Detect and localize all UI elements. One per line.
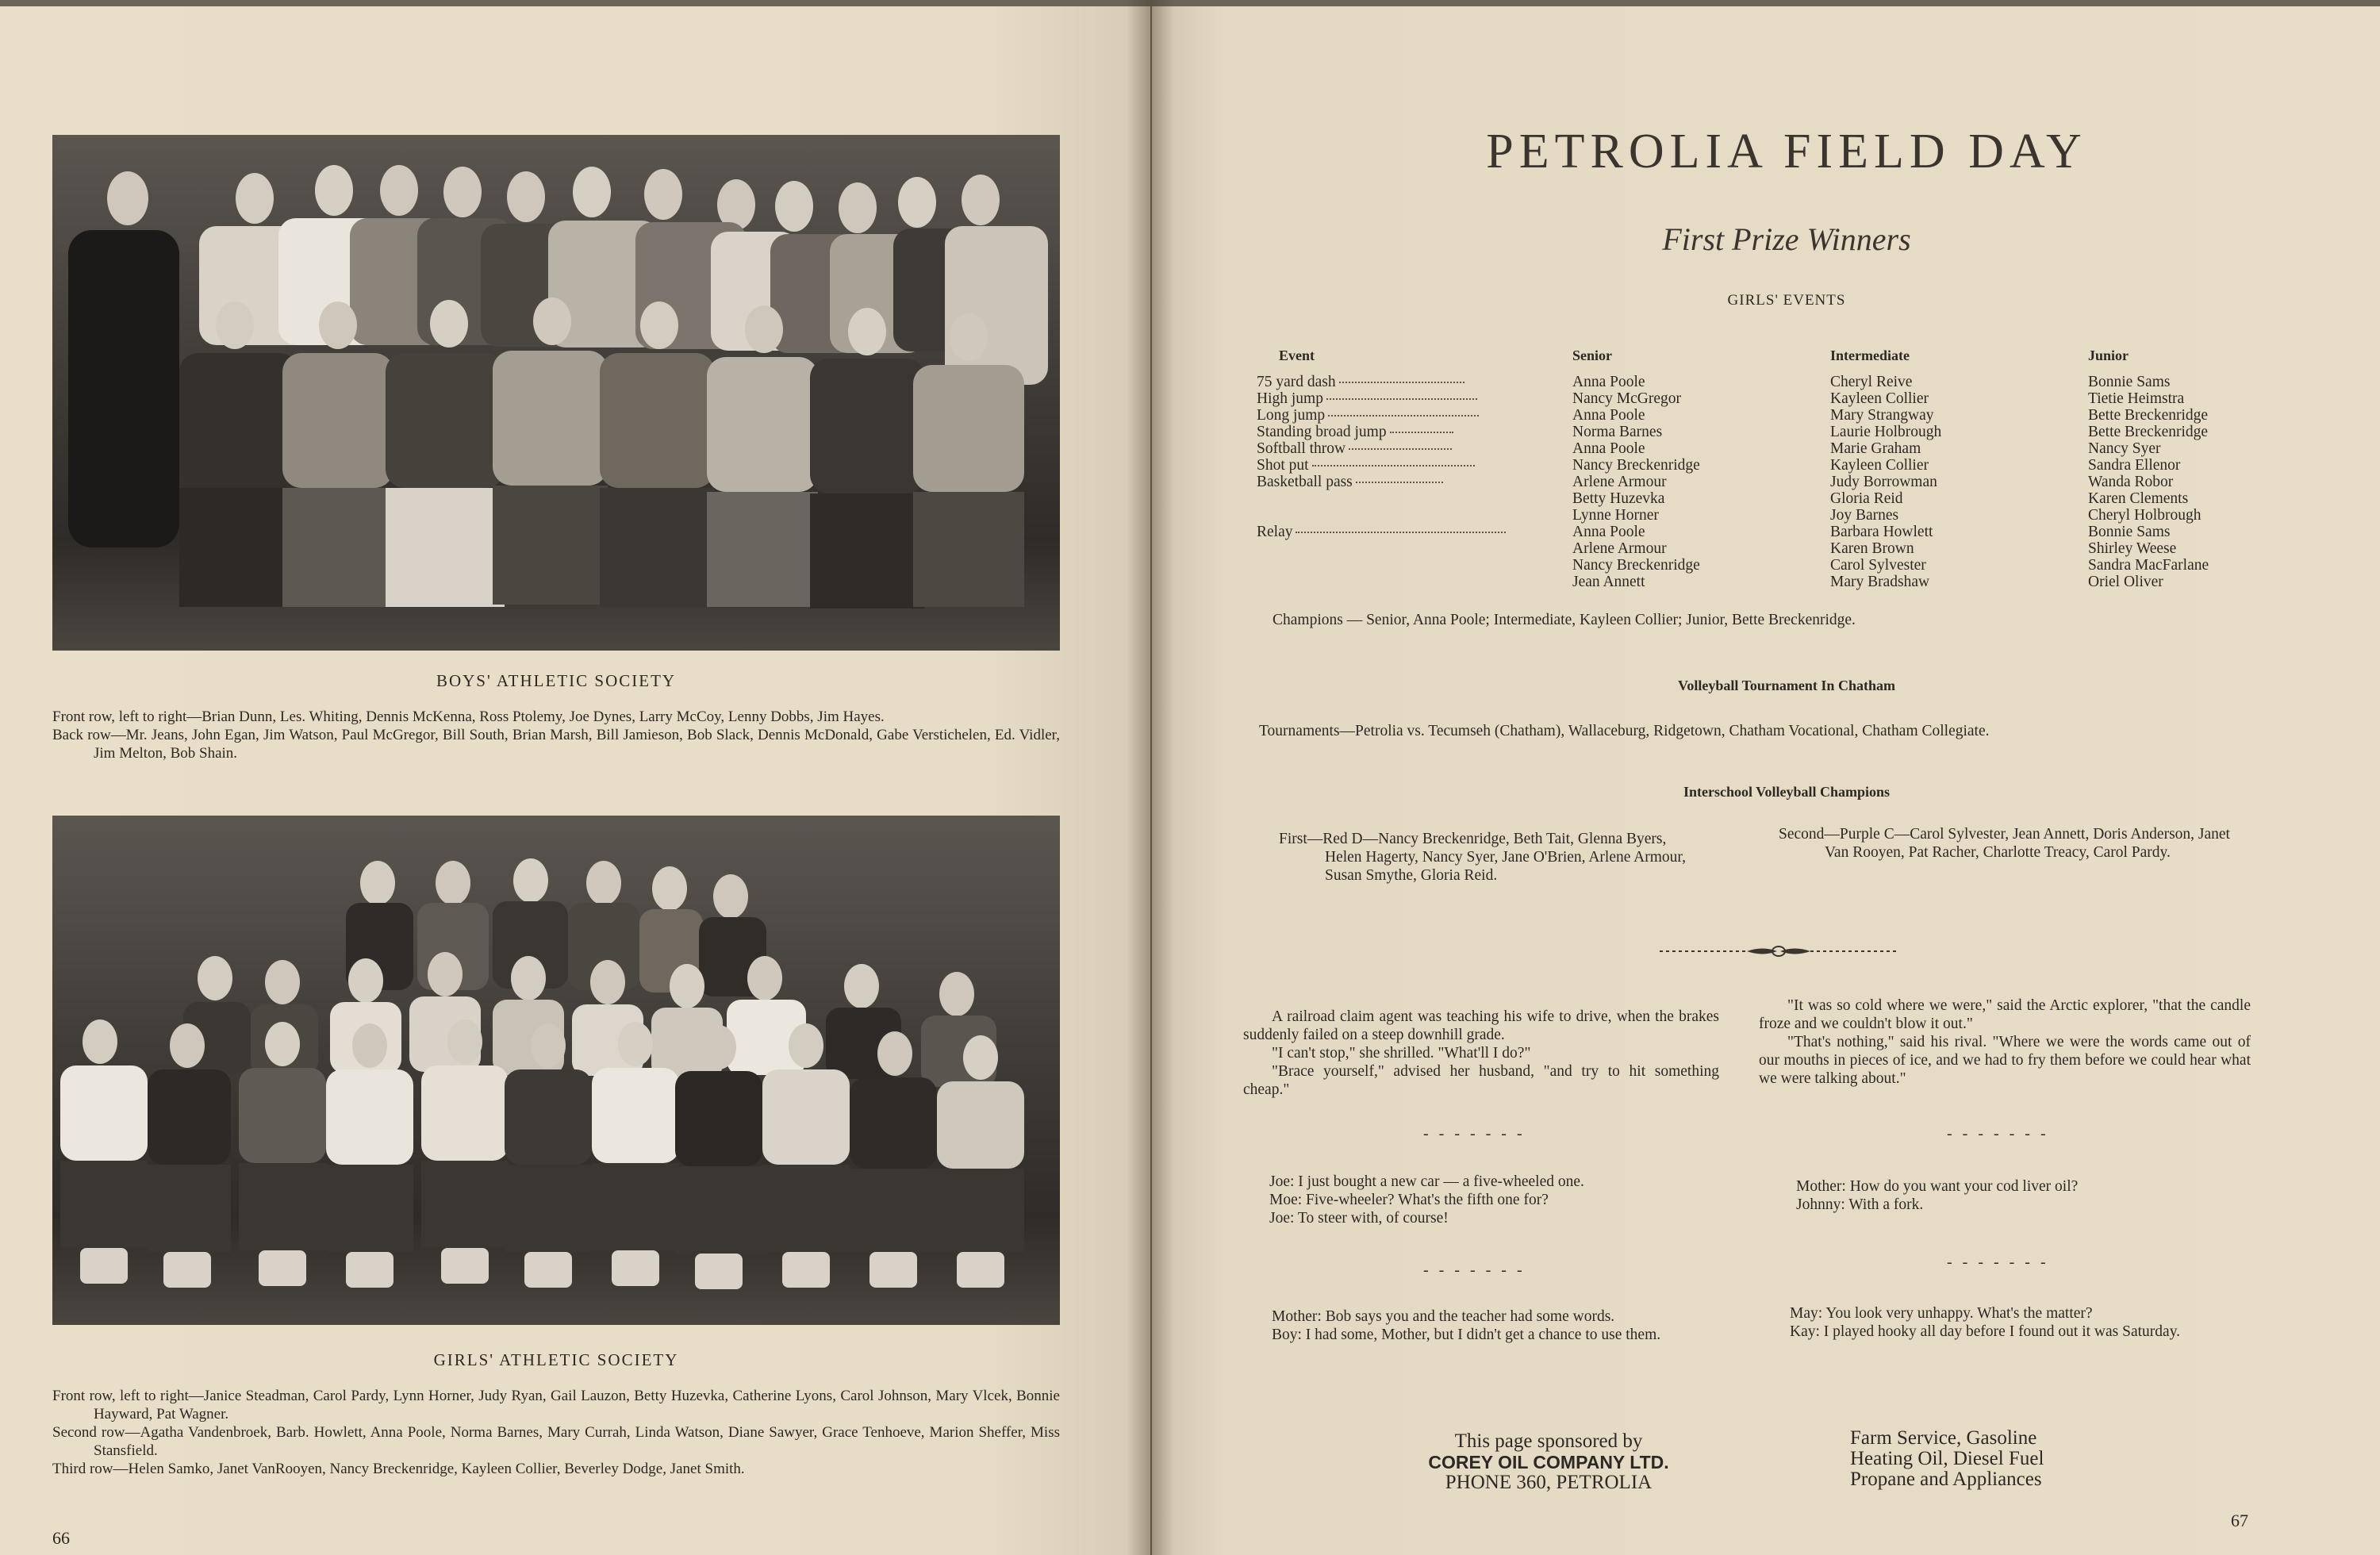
boys-back-row: Back row—Mr. Jeans, John Egan, Jim Watson, Paul McGregor, Bill South, Brian Marsh, Bill Jamieson, Bob Slack, Dennis McDonald, Gabe Verstichelen, Ed. Vidler, Jim Melton, Bob Shain. (52, 727, 1060, 762)
boys-photo-caption: BOYS' ATHLETIC SOCIETY (436, 671, 677, 690)
junior-header: Junior (2088, 347, 2129, 363)
separator: - - - - - - - (1423, 1125, 1526, 1142)
girls-athletic-society-photo (52, 816, 1060, 1325)
separator: - - - - - - - (1423, 1261, 1526, 1279)
senior-winner: Anna Poole (1572, 374, 1645, 390)
intermediate-winner: Gloria Reid (1830, 490, 1903, 507)
senior-winner: Lynne Horner (1572, 507, 1659, 524)
senior-winner: Arlene Armour (1572, 474, 1667, 490)
events-table (1257, 347, 2326, 590)
senior-winner: Anna Poole (1572, 440, 1645, 457)
tournaments-line: Tournaments—Petrolia vs. Tecumseh (Chatham), Wallaceburg, Ridgetown, Chatham Vocational, Chatham Collegiate. (1259, 723, 1990, 739)
event-header: Event (1279, 347, 1315, 363)
service-line: Farm Service, Gasoline (1850, 1427, 2037, 1449)
intermediate-winner: Judy Borrowman (1830, 474, 1937, 490)
event-name: Basketball pass (1257, 474, 1557, 490)
joke-arctic-explorer: "It was so cold where we were," said the Arctic explorer, "that the candle froze and we couldn't blow it out." "That's nothing," said his rival. "Where we were the words came out of our mouths in pieces of ice, and we had to fry them before we could hear what we were talking about." (1759, 997, 2251, 1087)
senior-winner: Betty Huzevka (1572, 490, 1665, 507)
junior-winner: Bonnie Sams (2088, 524, 2171, 540)
senior-winner: Anna Poole (1572, 407, 1645, 424)
champions-line: Champions — Senior, Anna Poole; Intermediate, Kayleen Collier; Junior, Bette Breckenridge. (1273, 612, 1856, 628)
junior-column (2072, 374, 2326, 590)
intermediate-winner: Marie Graham (1830, 440, 1921, 457)
junior-winner: Bonnie Sams (2088, 374, 2171, 390)
service-line: Propane and Appliances (1850, 1469, 2042, 1490)
joke-some-words: Mother: Bob says you and the teacher had some words. Boy: I had some, Mother, but I didn't get a chance to use them. (1272, 1308, 1661, 1343)
page-subtitle: First Prize Winners (1662, 221, 1911, 257)
girls-second-row: Second row—Agatha Vandenbroek, Barb. Howlett, Anna Poole, Norma Barnes, Mary Currah, Linda Watson, Diane Sawyer, Grace Tenhoeve, Marion Sheffer, Miss Stansfield. (52, 1424, 1060, 1459)
event-name: Long jump (1257, 407, 1557, 424)
separator: - - - - - - - (1947, 1254, 2049, 1271)
intermediate-winner: Karen Brown (1830, 540, 1914, 557)
event-name: High jump (1257, 390, 1557, 407)
ornament-divider-icon (1660, 939, 1898, 963)
event-name: Relay (1257, 524, 1557, 540)
girls-photo-names (52, 1387, 1060, 1478)
senior-column (1557, 374, 1814, 590)
girls-photo-caption: GIRLS' ATHLETIC SOCIETY (433, 1350, 679, 1369)
junior-winner: Sandra MacFarlane (2088, 557, 2209, 574)
joke-cod-liver-oil: Mother: How do you want your cod liver oil? Johnny: With a fork. (1796, 1178, 2079, 1213)
second-place-team: Second—Purple C—Carol Sylvester, Jean Annett, Doris Anderson, Janet Van Rooyen, Pat Racher, Charlotte Treacy, Carol Pardy. (1779, 826, 2230, 861)
intermediate-header: Intermediate (1830, 347, 1910, 363)
senior-winner: Nancy Breckenridge (1572, 457, 1700, 474)
senior-header: Senior (1572, 347, 1613, 363)
intermediate-winner: Kayleen Collier (1830, 457, 1929, 474)
page-number-right: 67 (2231, 1511, 2248, 1530)
separator: - - - - - - - (1947, 1125, 2049, 1142)
junior-winner: Wanda Robor (2088, 474, 2174, 490)
book-gutter (1127, 0, 1174, 1555)
intermediate-winner: Joy Barnes (1830, 507, 1899, 524)
intermediate-column (1814, 374, 2072, 590)
intermediate-winner: Mary Strangway (1830, 407, 1934, 424)
event-name: 75 yard dash (1257, 374, 1557, 390)
girls-events-heading: GIRLS' EVENTS (1727, 292, 1846, 309)
event-name: Shot put (1257, 457, 1557, 474)
junior-winner: Sandra Ellenor (2088, 457, 2181, 474)
volleyball-heading: Volleyball Tournament In Chatham (1678, 678, 1895, 693)
girls-front-row: Front row, left to right—Janice Steadman, Carol Pardy, Lynn Horner, Judy Ryan, Gail Lauzon, Betty Huzevka, Catherine Lyons, Carol Johnson, Mary Vlcek, Bonnie Hayward, Pat Wagner. (52, 1388, 1060, 1423)
intermediate-winner: Mary Bradshaw (1830, 574, 1930, 590)
sponsor-company: COREY OIL COMPANY LTD. (1428, 1452, 1669, 1472)
event-column (1257, 374, 1557, 590)
first-place-team: First—Red D—Nancy Breckenridge, Beth Tait, Glenna Byers, Helen Hagerty, Nancy Syer, Jane O'Brien, Arlene Armour, Susan Smythe, Gloria Reid. (1279, 831, 1687, 884)
left-page (0, 6, 1150, 1555)
right-page (1152, 6, 2380, 1555)
page-title: PETROLIA FIELD DAY (1486, 125, 2087, 179)
sponsor-intro: This page sponsored by (1454, 1430, 1643, 1452)
interschool-heading: Interschool Volleyball Champions (1683, 784, 1891, 800)
intermediate-winner: Kayleen Collier (1830, 390, 1929, 407)
service-line: Heating Oil, Diesel Fuel (1850, 1448, 2044, 1469)
sponsor-phone: PHONE 360, PETROLIA (1445, 1472, 1653, 1493)
event-name: Standing broad jump (1257, 424, 1557, 440)
joke-claim-agent: A railroad claim agent was teaching his wife to drive, when the brakes suddenly failed on a steep downhill grade. "I can't stop," she shrilled. "What'll I do?" "Brace yourself," advised her husband, "and try to hit something cheap." (1243, 1008, 1719, 1098)
boys-front-row: Front row, left to right—Brian Dunn, Les. Whiting, Dennis McKenna, Ross Ptolemy, Joe Dynes, Larry McCoy, Lenny Dobbs, Jim Hayes. (52, 708, 885, 725)
intermediate-winner: Barbara Howlett (1830, 524, 1933, 540)
junior-winner: Nancy Syer (2088, 440, 2161, 457)
senior-winner: Anna Poole (1572, 524, 1645, 540)
junior-winner: Shirley Weese (2088, 540, 2177, 557)
senior-winner: Jean Annett (1572, 574, 1645, 590)
junior-winner: Oriel Oliver (2088, 574, 2163, 590)
senior-winner: Norma Barnes (1572, 424, 1663, 440)
boys-athletic-society-photo (52, 135, 1060, 651)
boys-photo-names (52, 708, 1060, 762)
girls-third-row: Third row—Helen Samko, Janet VanRooyen, Nancy Breckenridge, Kayleen Collier, Beverley Dodge, Janet Smith. (52, 1461, 745, 1477)
senior-winner: Nancy McGregor (1572, 390, 1681, 407)
senior-winner: Nancy Breckenridge (1572, 557, 1700, 574)
junior-winner: Tietie Heimstra (2088, 390, 2185, 407)
sponsor-block (1350, 1431, 1747, 1493)
event-name: Softball throw (1257, 440, 1557, 457)
senior-winner: Arlene Armour (1572, 540, 1667, 557)
intermediate-winner: Laurie Holbrough (1830, 424, 1942, 440)
junior-winner: Karen Clements (2088, 490, 2189, 507)
intermediate-winner: Carol Sylvester (1830, 557, 1926, 574)
intermediate-winner: Cheryl Reive (1830, 374, 1913, 390)
junior-winner: Bette Breckenridge (2088, 407, 2209, 424)
joke-five-wheeler: Joe: I just bought a new car — a five-wheeled one. Moe: Five-wheeler? What's the fifth one for? Joe: To steer with, of course! (1269, 1173, 1584, 1227)
junior-winner: Bette Breckenridge (2088, 424, 2209, 440)
joke-hooky: May: You look very unhappy. What's the matter? Kay: I played hooky all day before I found out it was Saturday. (1790, 1305, 2181, 1340)
junior-winner: Cheryl Holbrough (2088, 507, 2202, 524)
page-number-left: 66 (52, 1528, 70, 1548)
services-block (1850, 1428, 2167, 1490)
